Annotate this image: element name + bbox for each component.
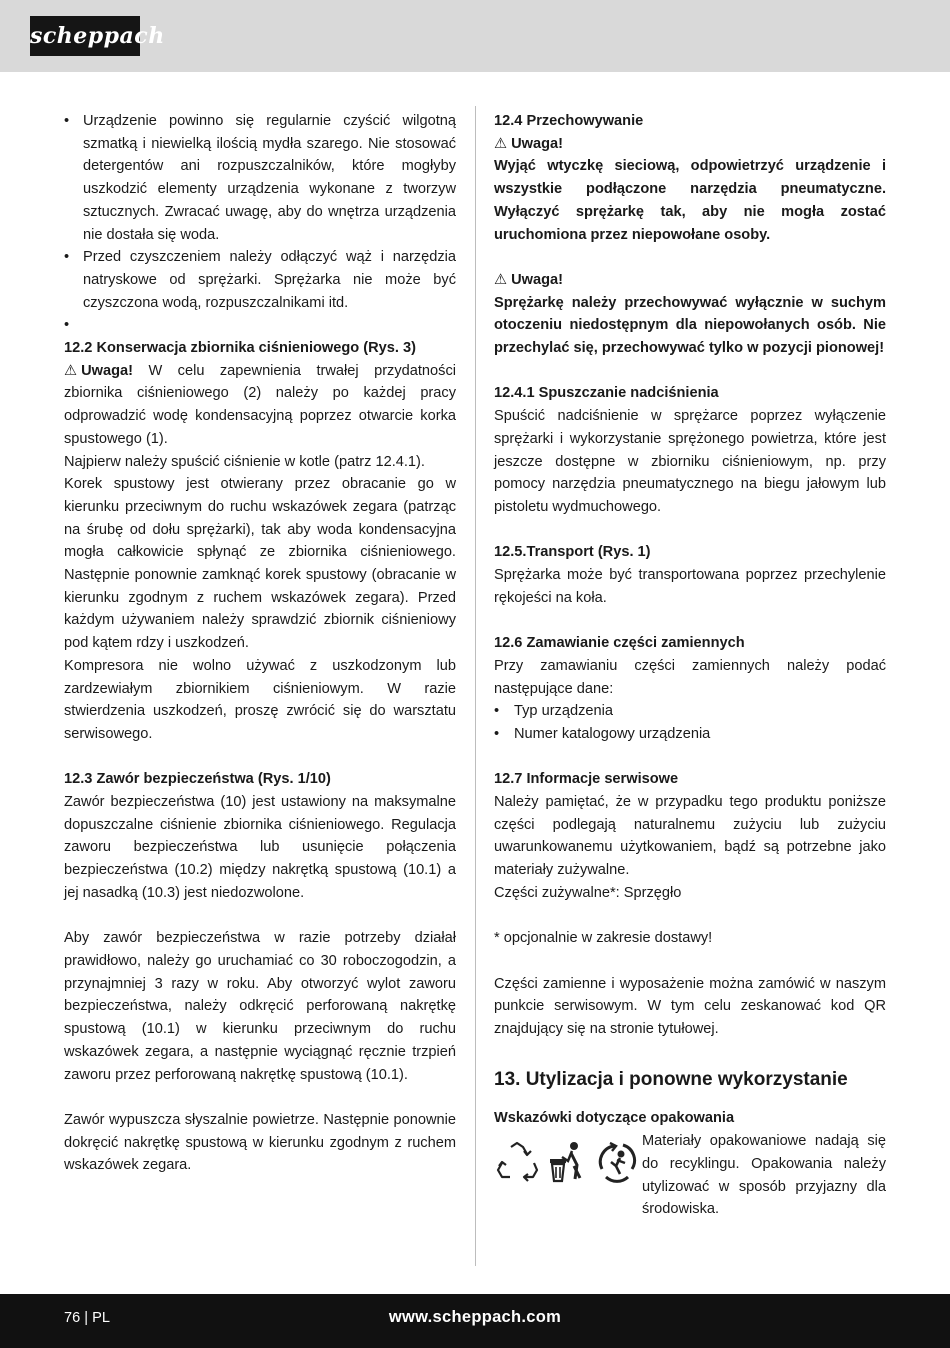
warning-text: Sprężarkę należy przechowywać wyłącznie w suchym otoczeniu niedostępnym dla niepowołanych osób. Nie przechylać się, przechowywać tylko w pozycji pionowej! (494, 294, 886, 357)
section-heading-12-7: 12.7 Informacje serwisowe (494, 771, 679, 788)
paragraph: Spuścić nadciśnienie w sprężarce poprzez wyłączenie sprężarki i wykorzystanie sprężonego powietrza, które jest jeszcze dostępne w zbiorniku ciśnieniowym, np. przy pomocy narzędzia pneumatycznego na biegu jałowym lub pistoletu wydmuchowego. (494, 408, 886, 515)
list-item: • Przed czyszczeniem należy odłączyć wąż i narzędzia natryskowe od sprężarki. Sprężarka nie może być czyszczona wodą, rozpuszczalnikami itd. (64, 246, 456, 314)
paragraph: Należy pamiętać, że w przypadku tego produktu poniższe części podlegają naturalnemu zużyciu lub zużyciu uwarunkowanemu użytkowaniem, bądź są potrzebne jako materiały zużywalne. (494, 794, 886, 879)
warning-label: Uwaga! (511, 135, 563, 152)
paragraph: Korek spustowy jest otwierany przez obracanie go w kierunku przeciwnym do ruchu wskazówek zegara (patrząc na śrubę od dołu sprężarki), tak aby woda kondensacyjna mogła całkowicie spłynąć ze zbiornika ciśnieniowego. Następnie ponownie zamknąć korek spustowy (obracanie w kierunku zgodnym z ruchem wskazówek zegara). Przed każdym używaniem należy sprawdzić zbiornik ciśnieniowy pod kątem rdzy i uszkodzeń. (64, 476, 456, 652)
cleaning-bullets (64, 110, 456, 337)
recycle-icon (494, 1139, 540, 1185)
list-item: • Numer katalogowy urządzenia (494, 723, 886, 746)
paragraph: Zawór wypuszcza słyszalnie powietrze. Następnie ponownie dokręcić nakrętkę spustową w kierunku zgodnym z ruchem wskazówek zegara. (64, 1111, 456, 1174)
page-number: 76 | PL (64, 1310, 110, 1326)
recycling-person-icon (594, 1139, 640, 1185)
warning-text: W celu zapewnienia trwałej przydatności zbiornika ciśnieniowego (2) należy po każdej pracy odprowadzić wodę kondensacyjną poprzez otwarcie korka spustowego (1). (64, 362, 456, 447)
right-column (494, 110, 886, 1222)
warning-heading (494, 269, 886, 292)
page-header (0, 0, 950, 72)
trash-bin-icon (544, 1139, 590, 1185)
paragraph: Części zużywalne*: Sprzęgło (494, 884, 682, 901)
warning-text: Wyjąć wtyczkę sieciową, odpowietrzyć urządzenie i wszystkie podłączone narzędzia pneumatyczne. Wyłączyć sprężarkę tak, aby nie mogła zostać uruchomiona przez niepowołane osoby. (494, 158, 886, 243)
section-heading-12-5: 12.5.Transport (Rys. 1) (494, 544, 651, 561)
warning-triangle-icon: ⚠ (494, 135, 508, 152)
packaging-subheading: Wskazówki dotyczące opakowania (494, 1110, 735, 1127)
warning-triangle-icon: ⚠ (64, 362, 78, 379)
scheppach-logo: scheppach (30, 16, 140, 56)
section-heading-12-3: 12.3 Zawór bezpieczeństwa (Rys. 1/10) (64, 771, 331, 788)
page-footer (0, 1294, 950, 1348)
paragraph: Zawór bezpieczeństwa (10) jest ustawiony na maksymalne dopuszczalne ciśnienie zbiornika ciśnieniowego. Regulacja zaworu bezpieczeństwa lub usunięcie połączenia bezpieczeństwa (10.2) między nakrętką spustową (10.1) a jej nasadką (10.3) jest niedozwolone. (64, 794, 456, 901)
paragraph: Przy zamawianiu części zamiennych należy podać następujące dane: (494, 657, 886, 697)
paragraph: Sprężarka może być transportowana poprzez przechylenie rękojeści na koła. (494, 567, 886, 606)
list-item: • Typ urządzenia (494, 700, 886, 723)
paragraph: Aby zawór bezpieczeństwa w razie potrzeby działał prawidłowo, należy go uruchamiać co 30 roboczogodzin, a przynajmniej 3 razy w roku. Aby otworzyć wylot zaworu bezpieczeństwa, należy odkręcić perforowaną nakrętkę spustową (10.1) w kierunku przeciwnym do ruchu wskazówek zegara, a następnie wyciągnąć ręcznie trzpień zaworu przez perforowaną nakrętkę spustową (10.1). (64, 930, 456, 1083)
chapter-heading-13: 13. Utylizacja i ponowne wykorzystanie (494, 1069, 848, 1091)
warning-label: Uwaga! (81, 362, 133, 379)
order-data-list (494, 700, 886, 745)
warning-label: Uwaga! (511, 271, 563, 288)
left-column (64, 110, 456, 1177)
list-item: • Urządzenie powinno się regularnie czyścić wilgotną szmatką i niewielką ilością mydła szarego. Nie stosować detergentów ani rozpuszczalników, które mogłyby uszkodzić elementy urządzenia wykonane z tworzyw sztucznych. Zwracać uwagę, aby do wnętrza urządzenia nie dostała się woda. (64, 110, 456, 246)
section-heading-12-6: 12.6 Zamawianie części zamiennych (494, 635, 745, 652)
column-divider (475, 106, 476, 1266)
section-heading-12-2: 12.2 Konserwacja zbiornika ciśnieniowego (Rys. 3) (64, 340, 416, 357)
paragraph: Najpierw należy spuścić ciśnienie w kotle (patrz 12.4.1). (64, 453, 425, 470)
packaging-text: Materiały opakowaniowe nadają się do recyklingu. Opakowania należy utylizować w sposób przyjazny dla środowiska. (642, 1133, 886, 1218)
list-item (64, 314, 456, 337)
warning-triangle-icon: ⚠ (494, 271, 508, 288)
website-link[interactable]: www.scheppach.com (388, 1308, 562, 1326)
paragraph: Części zamienne i wyposażenie można zamówić w naszym punkcie serwisowym. W tym celu zeskanować kod QR znajdujący się na stronie tytułowej. (494, 975, 886, 1038)
paragraph (64, 360, 456, 451)
paragraph: Kompresora nie wolno używać z uszkodzonym lub zardzewiałym zbiornikiem ciśnieniowym. W razie stwierdzenia uszkodzeń, proszę zwrócić się do warsztatu serwisowego. (64, 657, 456, 742)
section-heading-12-4-1: 12.4.1 Spuszczanie nadciśnienia (494, 385, 719, 402)
section-heading-12-4: 12.4 Przechowywanie (494, 113, 644, 129)
packaging-block (494, 1130, 886, 1222)
recycling-icons (494, 1134, 640, 1190)
footnote: * opcjonalnie w zakresie dostawy! (494, 930, 713, 947)
warning-heading (494, 133, 886, 156)
